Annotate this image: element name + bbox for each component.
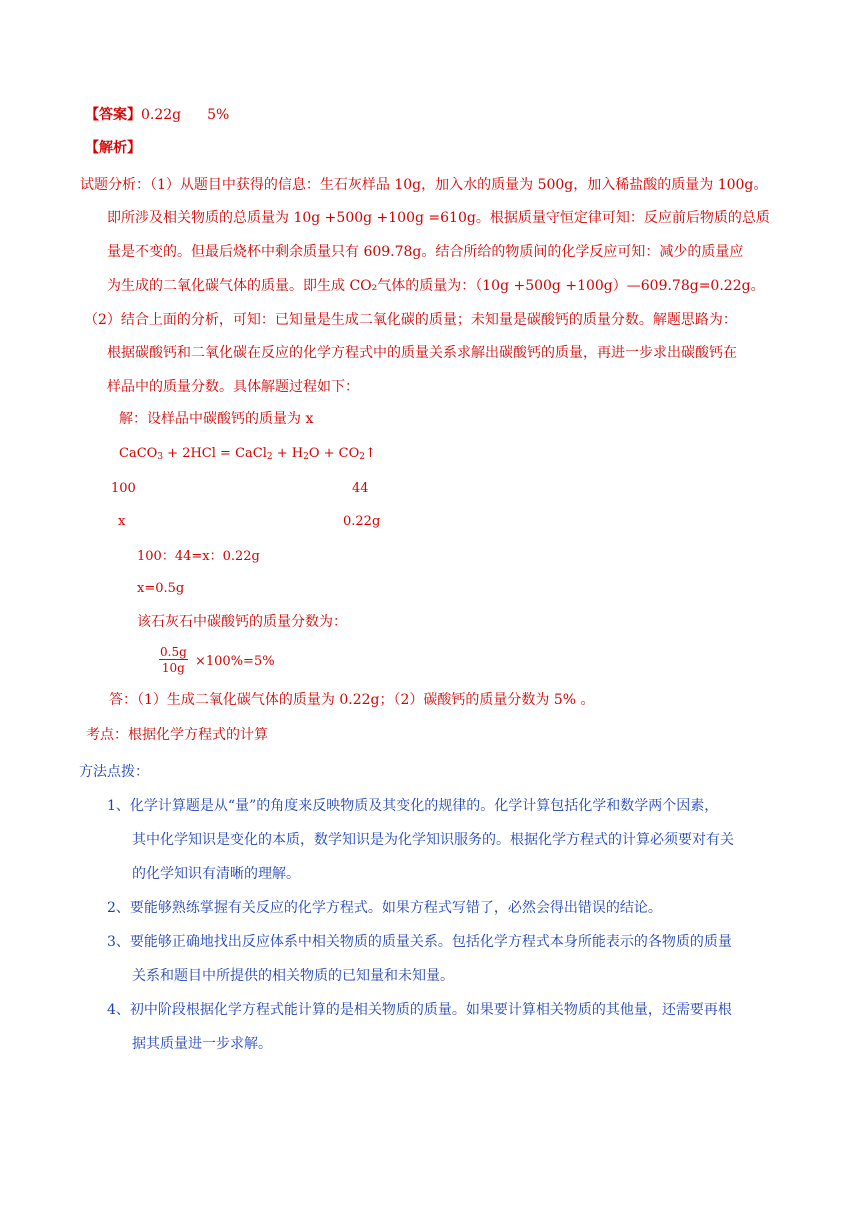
var-left: x (118, 514, 126, 529)
eq-sub-1: 3 (157, 452, 164, 462)
fraction-tail: ×100%=5% (195, 654, 275, 669)
method-title: 方法点拨： (79, 764, 149, 780)
eq-sub-3: 2 (303, 452, 309, 462)
method-line-4: 2、要能够熟练掌握有关反应的化学方程式。如果方程式写错了，必然会得出错误的结论。 (107, 900, 662, 916)
eq-part-2: + 2HCl = CaCl (163, 446, 267, 461)
method-line-2: 其中化学知识是变化的本质，数学知识是为化学知识服务的。根据化学方程式的计算必须要对有关 (132, 832, 734, 848)
mass-left: 100 (111, 481, 136, 496)
analysis-line-1: 试题分析：（1）从题目中获得的信息：生石灰样品 10g，加入水的质量为 500g，加入稀盐酸的质量为 100g。 (80, 177, 768, 193)
method-line-3: 的化学知识有清晰的理解。 (132, 866, 300, 882)
proportion-line: 100：44=x：0.22g (137, 549, 260, 564)
answer-value-2: 5% (207, 107, 230, 123)
gas-arrow-icon: ↑ (365, 446, 376, 461)
mass-right: 44 (352, 481, 369, 496)
mass-fraction (159, 646, 188, 674)
analysis-line-3: 量是不变的。但最后烧杯中剩余质量只有 609.78g。结合所给的物质间的化学反应可知：减少的质量应 (107, 244, 744, 260)
analysis-line-6: 根据碳酸钙和二氧化碳在反应的化学方程式中的质量关系求解出碳酸钙的质量，再进一步求出碳酸钙在 (107, 345, 737, 361)
method-line-6: 关系和题目中所提供的相关物质的已知量和未知量。 (132, 968, 454, 984)
answer-value-1: 0.22g (141, 107, 182, 123)
eq-part-3: + H (272, 446, 304, 461)
answer-label: 【答案】 (85, 107, 141, 123)
analysis-label: 【解析】 (85, 140, 141, 156)
eq-part-4: O + CO (308, 446, 360, 461)
analysis-line-4: 为生成的二氧化碳气体的质量。即生成 CO₂气体的质量为：（10g +500g +100g）—609.78g=0.22g。 (107, 278, 765, 294)
eq-sub-2: 2 (266, 452, 273, 462)
eq-sub-4: 2 (359, 452, 366, 462)
method-line-5: 3、要能够正确地找出反应体系中相关物质的质量关系。包括化学方程式本身所能表示的各物质的质量 (107, 934, 732, 950)
analysis-line-2: 即所涉及相关物质的总质量为 10g +500g +100g =610g。根据质量守恒定律可知：反应前后物质的总质 (107, 210, 770, 226)
solution-answer-line: 答：（1）生成二氧化碳气体的质量为 0.22g；（2）碳酸钙的质量分数为 5% 。 (109, 692, 595, 708)
result-line: x=0.5g (137, 581, 185, 596)
analysis-line-7: 样品中的质量分数。具体解题过程如下： (107, 379, 359, 395)
chemical-equation (119, 447, 376, 460)
solution-set-line: 解：设样品中碳酸钙的质量为 x (119, 411, 314, 427)
method-line-7: 4、初中阶段根据化学方程式能计算的是相关物质的质量。如果要计算相关物质的其他量，还需要再根 (107, 1002, 732, 1018)
fraction-numerator: 0.5g (160, 645, 187, 659)
method-line-1: 1、化学计算题是从“量”的角度来反映物质及其变化的规律的。化学计算包括化学和数学两个因素， (107, 798, 719, 814)
fraction-denominator: 10g (161, 661, 185, 675)
method-line-8: 据其质量进一步求解。 (132, 1036, 272, 1052)
kaodian-line: 考点：根据化学方程式的计算 (86, 727, 268, 743)
var-right: 0.22g (343, 514, 381, 529)
answer-line (85, 108, 229, 122)
analysis-line-5: （2）结合上面的分析，可知：已知量是生成二氧化碳的质量；未知量是碳酸钙的质量分数。解题思路为： (84, 312, 737, 328)
fraction-intro: 该石灰石中碳酸钙的质量分数为： (137, 614, 347, 630)
eq-part-1: CaCO (119, 446, 158, 461)
